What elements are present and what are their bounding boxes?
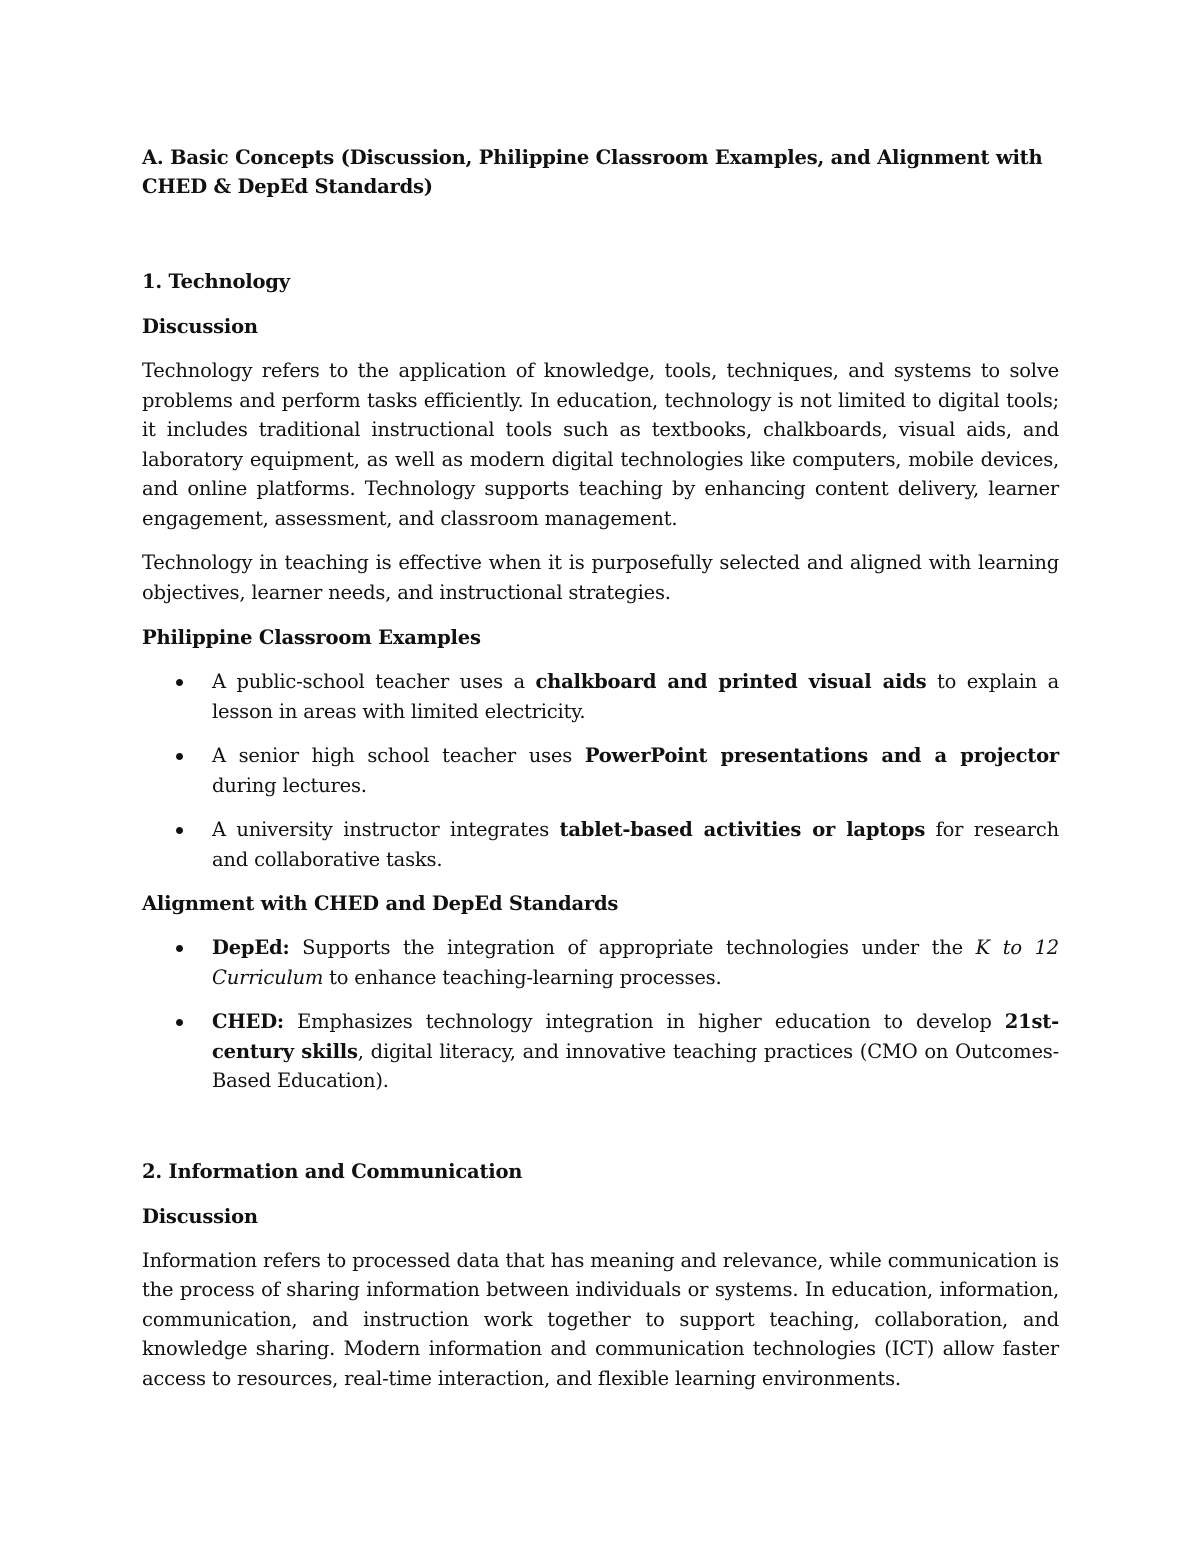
list-item: A university instructor integrates tablet-based activities or laptops for research and collaborative tasks.	[142, 815, 1059, 874]
bullet-icon	[176, 753, 183, 760]
alignment-heading: Alignment with CHED and DepEd Standards	[142, 892, 619, 915]
list-item: DepEd: Supports the integration of appropriate technologies under the K to 12 Curriculum to enhance teaching-learning processes.	[142, 933, 1059, 992]
discussion-paragraph: Technology refers to the application of knowledge, tools, techniques, and systems to solve problems and perform tasks efficiently. In education, technology is not limited to digital tools; it includes traditional instructional tools such as textbooks, chalkboards, visual aids, and laboratory equipment, as well as modern digital technologies like computers, mobile devices, and online platforms. Technology supports teaching by enhancing content delivery, learner engagement, assessment, and classroom management.	[142, 359, 1059, 530]
document-title: A. Basic Concepts (Discussion, Philippine Classroom Examples, and Alignment with CHED & DepEd Standards)	[142, 146, 1043, 198]
bullet-icon	[176, 1019, 183, 1026]
discussion-heading: Discussion	[142, 315, 258, 338]
list-item: CHED: Emphasizes technology integration in higher education to develop 21st-century skills, digital literacy, and innovative teaching practices (CMO on Outcomes-Based Education).	[142, 1007, 1059, 1096]
examples-heading: Philippine Classroom Examples	[142, 626, 481, 649]
bullet-icon	[176, 679, 183, 686]
discussion-paragraph: Information refers to processed data that has meaning and relevance, while communication is the process of sharing information between individuals or systems. In education, information, communication, and instruction work together to support teaching, collaboration, and knowledge sharing. Modern information and communication technologies (ICT) allow faster access to resources, real-time interaction, and flexible learning environments.	[142, 1248, 1059, 1390]
examples-list	[142, 667, 1059, 874]
section-heading-information-communication: 2. Information and Communication	[142, 1159, 523, 1183]
bullet-icon	[176, 945, 183, 952]
bullet-icon	[176, 827, 183, 834]
alignment-list	[142, 933, 1059, 1096]
discussion-paragraph: Technology in teaching is effective when it is purposefully selected and aligned with learning objectives, learner needs, and instructional strategies.	[142, 551, 1059, 604]
list-item: A senior high school teacher uses PowerPoint presentations and a projector during lectures.	[142, 741, 1059, 800]
discussion-heading: Discussion	[142, 1204, 258, 1228]
section-heading-technology: 1. Technology	[142, 270, 290, 293]
list-item: A public-school teacher uses a chalkboard and printed visual aids to explain a lesson in areas with limited electricity.	[142, 667, 1059, 726]
